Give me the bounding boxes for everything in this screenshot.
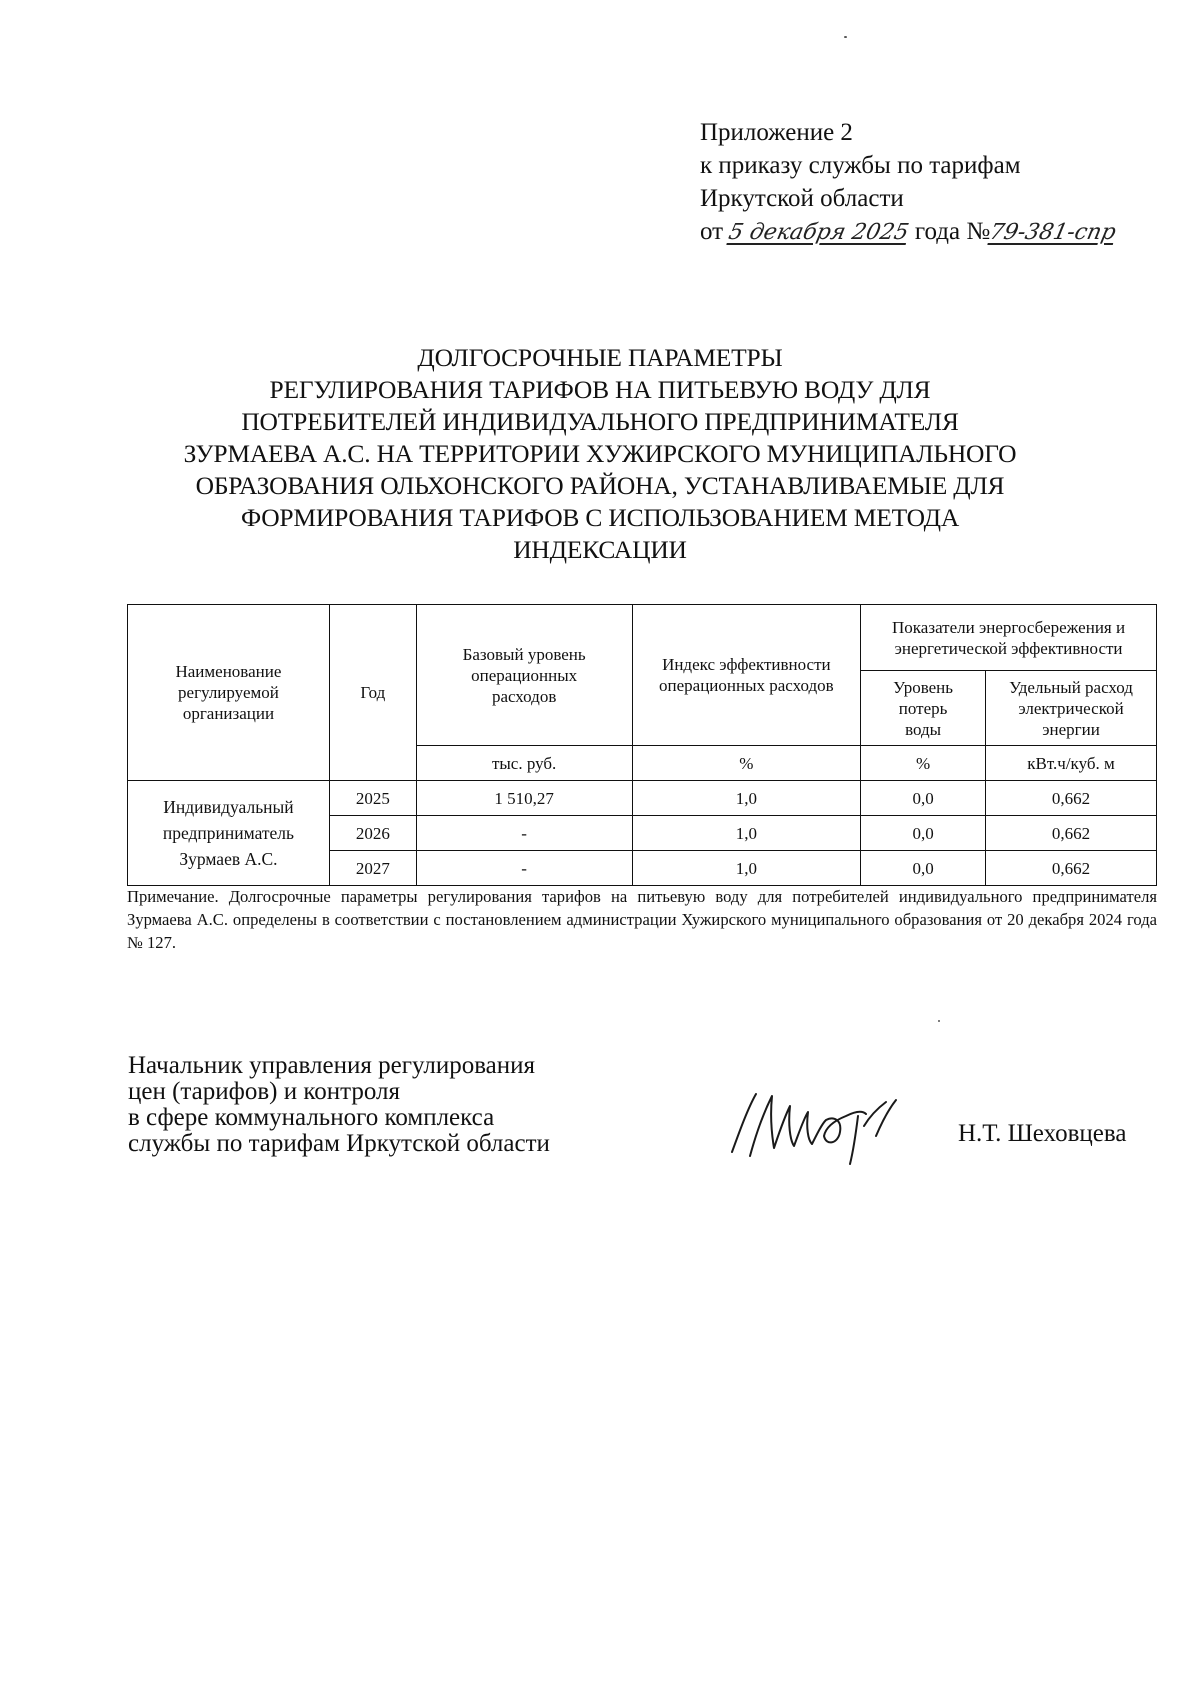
cell-specific: 0,662 <box>986 781 1157 816</box>
cell-index: 1,0 <box>632 851 861 886</box>
cell-base: - <box>416 816 632 851</box>
scan-speck <box>844 36 847 38</box>
handwritten-signature <box>726 1086 926 1166</box>
header-year: Год <box>329 605 416 781</box>
cell-losses: 0,0 <box>861 851 986 886</box>
appendix-line: Иркутской области <box>700 185 904 212</box>
unit-specific: кВт.ч/куб. м <box>986 746 1157 781</box>
title-line: ДОЛГОСРОЧНЫЕ ПАРАМЕТРЫ <box>417 343 783 372</box>
from-word: от <box>700 218 724 245</box>
signer-line: цен (тарифов) и контроля <box>128 1078 400 1105</box>
signer-line: Начальник управления регулирования <box>128 1052 536 1079</box>
title-line: РЕГУЛИРОВАНИЯ ТАРИФОВ НА ПИТЬЕВУЮ ВОДУ ДЛЯ <box>269 375 931 404</box>
header-index: Индекс эффективности операционных расходов <box>632 605 861 746</box>
cell-year: 2026 <box>329 816 416 851</box>
appendix-header <box>700 116 1119 249</box>
cell-index: 1,0 <box>632 781 861 816</box>
appendix-line: Приложение 2 <box>700 119 853 146</box>
signer-line: в сфере коммунального комплекса <box>128 1104 495 1131</box>
cell-index: 1,0 <box>632 816 861 851</box>
header-org: Наименование регулируемой организации <box>128 605 330 781</box>
unit-index: % <box>632 746 861 781</box>
tariff-parameters-table <box>127 604 1157 886</box>
title-line: ИНДЕКСАЦИИ <box>513 535 687 564</box>
handwritten-order-number: 79-381-спр <box>987 220 1119 245</box>
title-line: ПОТРЕБИТЕЛЕЙ ИНДИВИДУАЛЬНОГО ПРЕДПРИНИМАТЕЛЯ <box>241 407 959 436</box>
unit-losses: % <box>861 746 986 781</box>
cell-year: 2027 <box>329 851 416 886</box>
title-line: ФОРМИРОВАНИЯ ТАРИФОВ С ИСПОЛЬЗОВАНИЕМ МЕТОДА <box>240 503 960 532</box>
cell-year: 2025 <box>329 781 416 816</box>
header-specific: Удельный расход электрической энергии <box>986 671 1157 746</box>
year-word: года № <box>914 218 991 245</box>
cell-losses: 0,0 <box>861 816 986 851</box>
signer-position <box>128 1053 550 1157</box>
title-line: ЗУРМАЕВА А.С. НА ТЕРРИТОРИИ ХУЖИРСКОГО МУНИЦИПАЛЬНОГО <box>183 439 1017 468</box>
signee-name: Н.Т. Шеховцева <box>958 1120 1127 1147</box>
signer-line: службы по тарифам Иркутской области <box>128 1130 550 1157</box>
table-note: Примечание. Долгосрочные параметры регулирования тарифов на питьевую воду для потребителей индивидуального предпринимателя Зурмаева А.С. определены в соответствии с постановлением администрации Хужирского муниципального образования от 20 декабря 2024 года № 127. <box>127 887 1157 952</box>
cell-base: - <box>416 851 632 886</box>
handwritten-date: 5 декабря 2025 <box>726 220 912 245</box>
header-losses: Уровень потерь воды <box>861 671 986 746</box>
cell-specific: 0,662 <box>986 851 1157 886</box>
document-title <box>0 342 1200 566</box>
unit-base: тыс. руб. <box>416 746 632 781</box>
appendix-line: к приказу службы по тарифам <box>700 152 1021 179</box>
cell-base: 1 510,27 <box>416 781 632 816</box>
title-line: ОБРАЗОВАНИЯ ОЛЬХОНСКОГО РАЙОНА, УСТАНАВЛИВАЕМЫЕ ДЛЯ <box>195 471 1005 500</box>
cell-specific: 0,662 <box>986 816 1157 851</box>
header-energy-group: Показатели энергосбережения и энергетической эффективности <box>861 605 1157 671</box>
organization-name: Индивидуальный предприниматель Зурмаев А.С. <box>128 781 330 886</box>
cell-losses: 0,0 <box>861 781 986 816</box>
header-base: Базовый уровень операционных расходов <box>416 605 632 746</box>
table-header-row <box>128 605 1157 671</box>
table-row <box>128 781 1157 816</box>
scan-speck <box>938 1020 940 1022</box>
appendix-date-line <box>700 215 1119 249</box>
